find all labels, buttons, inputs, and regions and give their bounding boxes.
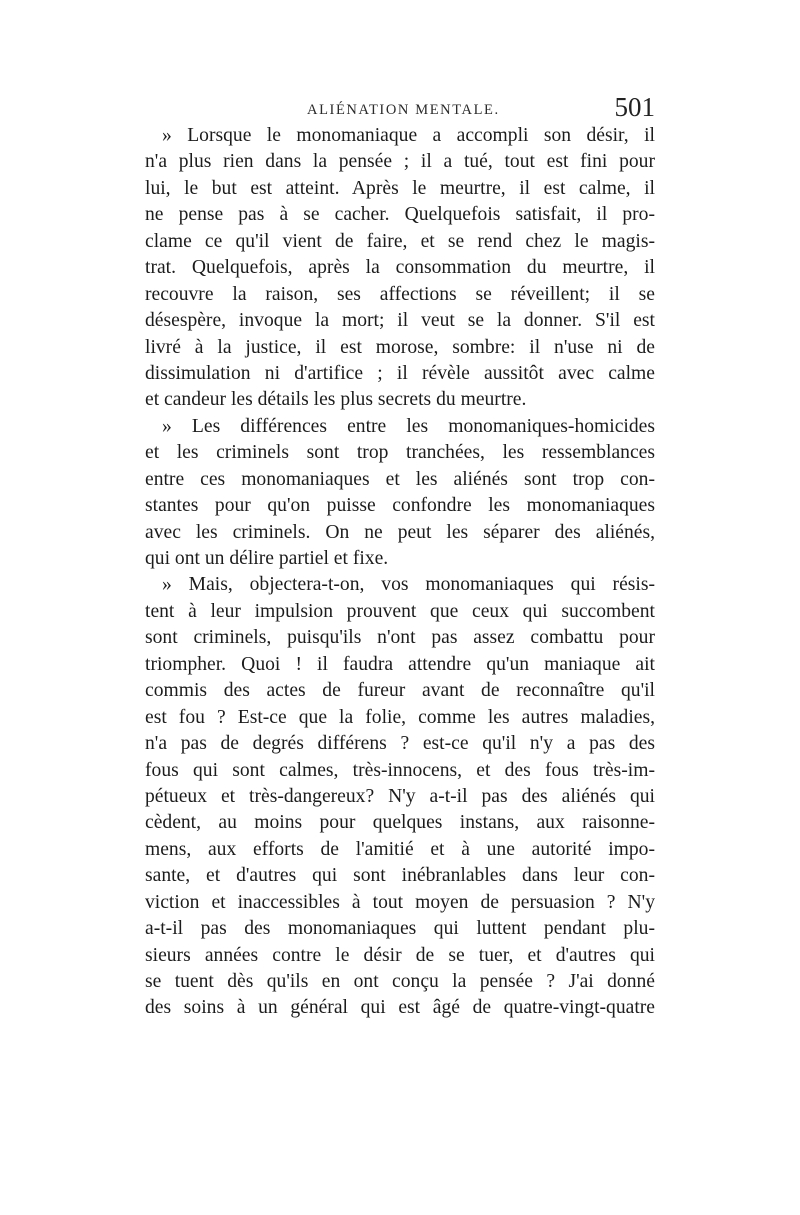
text-line: triompher. Quoi ! il faudra attendre qu'un maniaque ait (145, 653, 655, 675)
text-line: pétueux et très-dangereux? N'y a-t-il pas des aliénés qui (145, 785, 655, 807)
text-line: n'a pas de degrés différens ? est-ce qu'il n'y a pas des (145, 733, 655, 755)
running-title: ALIÉNATION MENTALE. (307, 102, 500, 118)
text-line: livré à la justice, il est morose, sombre: il n'use ni de (145, 336, 655, 358)
text-line: fous qui sont calmes, très-innocens, et des fous très-im- (145, 759, 655, 781)
text-line: est fou ? Est-ce que la folie, comme les autres maladies, (145, 706, 655, 728)
text-line: a-t-il pas des monomaniaques qui luttent pendant plu- (145, 918, 655, 940)
text-line: qui ont un délire partiel et fixe. (145, 548, 389, 569)
body-text (145, 123, 655, 1022)
text-line: se tuent dès qu'ils en ont conçu la pensée ? J'ai donné (145, 971, 655, 992)
text-line: » Lorsque le monomaniaque a accompli son désir, il (162, 125, 655, 146)
text-line: des soins à un général qui est âgé de quatre-vingt-quatre (145, 997, 655, 1019)
text-line: sont criminels, puisqu'ils n'ont pas assez combattu pour (145, 627, 655, 649)
text-line: viction et inaccessibles à tout moyen de persuasion ? N'y (145, 891, 655, 913)
text-line: sieurs années contre le désir de se tuer, et d'autres qui (145, 944, 655, 966)
running-head (145, 92, 655, 126)
text-line: et candeur les détails les plus secrets du meurtre. (145, 389, 527, 411)
text-line: sante, et d'autres qui sont inébranlables dans leur con- (145, 865, 655, 887)
text-line: » Les différences entre les monomaniques-homicides (162, 415, 655, 437)
text-line: n'a plus rien dans la pensée ; il a tué, tout est fini pour (145, 151, 655, 173)
text-line: » Mais, objectera-t-on, vos monomaniaques qui résis- (162, 574, 655, 596)
text-line: entre ces monomaniaques et les aliénés sont trop con- (145, 468, 655, 490)
text-line: clame ce qu'il vient de faire, et se rend chez le magis- (145, 230, 655, 252)
text-line: mens, aux efforts de l'amitié et à une autorité impo- (145, 838, 655, 860)
page-number: 501 (614, 92, 655, 122)
text-line: lui, le but est atteint. Après le meurtre, il est calme, il (145, 177, 655, 199)
text-line: commis des actes de fureur avant de reconnaître qu'il (145, 680, 655, 702)
text-line: désespère, invoque la mort; il veut se la donner. S'il est (145, 310, 655, 332)
text-line: trat. Quelquefois, après la consommation du meurtre, il (145, 257, 655, 279)
text-line: tent à leur impulsion prouvent que ceux qui succombent (145, 600, 655, 622)
text-line: dissimulation ni d'artifice ; il révèle aussitôt avec calme (145, 362, 655, 384)
text-line: ne pense pas à se cacher. Quelquefois satisfait, il pro- (145, 204, 655, 226)
text-line: et les criminels sont trop tranchées, les ressemblances (145, 442, 655, 464)
text-line: stantes pour qu'on puisse confondre les monomaniaques (145, 495, 655, 517)
text-line: avec les criminels. On ne peut les séparer des aliénés, (145, 521, 655, 543)
text-line: cèdent, au moins pour quelques instans, aux raisonne- (145, 812, 655, 834)
text-line: recouvre la raison, ses affections se réveillent; il se (145, 283, 655, 305)
